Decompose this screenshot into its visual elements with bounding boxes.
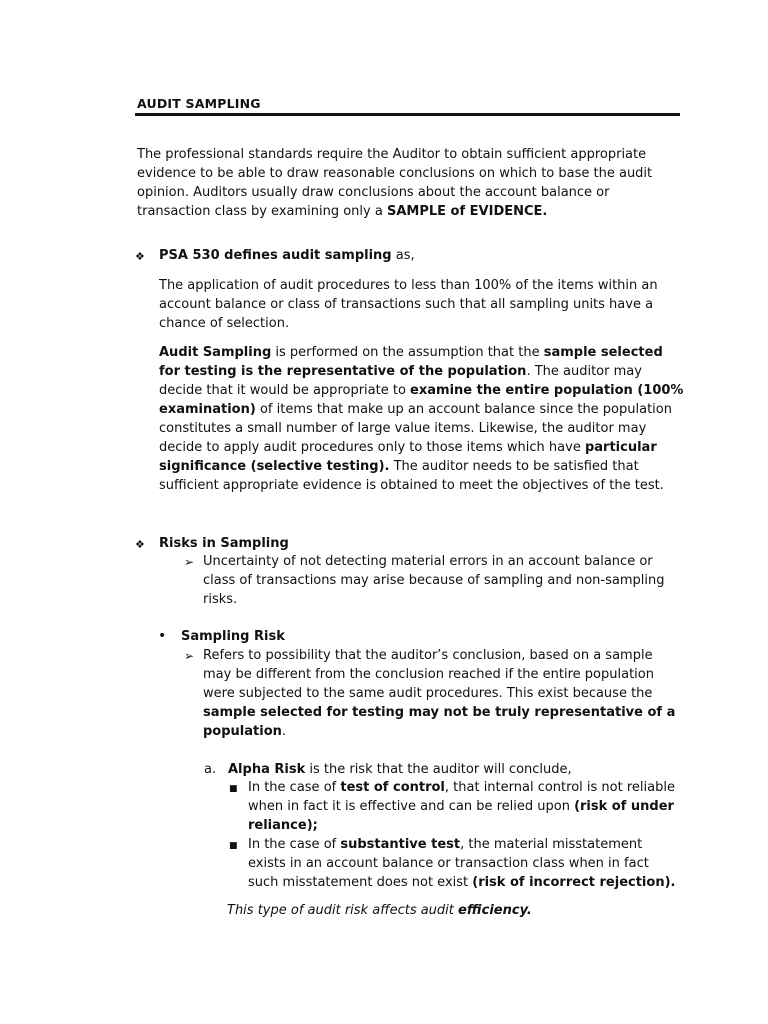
psa-heading [159, 246, 415, 265]
bold-text: (risk of incorrect rejection). [472, 875, 676, 890]
text: Refers to possibility that the auditor’s conclusion, based on a sample may be different from the conclusion reached if the entire population were subjected to the same audit procedures. This exist because the [203, 648, 654, 701]
intro-text: The professional standards require the Auditor to obtain sufficient appropriate evidence to be able to draw reasonable conclusions on which to base the audit opinion. Auditors usually draw conclusions about the account balance or transaction class by examining only a [137, 147, 653, 219]
audit-sampling-paragraph [159, 343, 684, 495]
psa-heading-bold: PSA 530 defines audit sampling [159, 248, 392, 263]
intro-bold: SAMPLE of EVIDENCE. [386, 204, 548, 219]
bold-text: sample selected for testing may not be truly representative of a population [203, 705, 676, 739]
text: In the case of [248, 780, 341, 795]
psa-heading-rest: as, [391, 248, 415, 263]
substantive-test-item [248, 835, 678, 892]
risks-heading: Risks in Sampling [159, 536, 289, 551]
text: of items that make up an account balance since the population constitutes a small number of large value items. Likewise, the auditor may decide to apply audit procedures only to those items which have [159, 402, 672, 455]
bold-text: Alpha Risk [228, 762, 306, 777]
alpha-list-letter: a. [204, 762, 217, 777]
text: . The auditor may decide that it would be appropriate to [159, 364, 642, 398]
dot-bullet-icon: • [158, 628, 167, 644]
diamond-bullet-icon: ❖ [135, 250, 145, 263]
text: is performed on the assumption that the [271, 345, 544, 360]
square-bullet-icon: ■ [229, 784, 238, 794]
risks-item: Uncertainty of not detecting material errors in an account balance or class of transactions may arise because of sampling and non-sampling risks. [203, 554, 665, 607]
bold-text: efficiency. [458, 903, 532, 918]
bold-text: particular significance (selective testing). [159, 440, 657, 474]
text: This type of audit risk affects audit [227, 903, 459, 918]
text: The auditor needs to be satisfied that sufficient appropriate evidence is obtained to meet the objectives of the test. [159, 459, 664, 493]
arrow-bullet-icon: ➢ [184, 555, 195, 569]
arrow-bullet-icon: ➢ [184, 649, 195, 663]
text: is the risk that the auditor will conclude, [305, 762, 572, 777]
bold-text: Audit Sampling [159, 345, 272, 360]
alpha-risk-line [228, 760, 668, 779]
sampling-risk-paragraph [203, 646, 683, 741]
bold-text: test of control [340, 780, 445, 795]
text: , that internal control is not reliable when in fact it is effective and can be relied upon [248, 780, 675, 814]
intro-paragraph [137, 145, 682, 221]
bold-text: substantive test [340, 837, 461, 852]
bold-text: (risk of under reliance); [248, 799, 674, 833]
title-underline [135, 113, 680, 116]
document-title: AUDIT SAMPLING [137, 96, 261, 111]
test-of-control-item [248, 778, 678, 835]
text: . [281, 724, 287, 739]
text: In the case of [248, 837, 341, 852]
square-bullet-icon: ■ [229, 841, 238, 851]
text: , the material misstatement exists in an account balance or transaction class when in fact such misstatement does not exist [248, 837, 649, 890]
sampling-risk-heading: Sampling Risk [181, 629, 285, 644]
efficiency-note [227, 901, 532, 920]
bold-text: examine the entire population (100% examination) [159, 383, 684, 417]
diamond-bullet-icon: ❖ [135, 538, 145, 551]
psa-definition: The application of audit procedures to less than 100% of the items within an account balance or class of transactions such that all sampling units have a chance of selection. [159, 278, 658, 331]
bold-text: sample selected for testing is the representative of the population [159, 345, 663, 379]
